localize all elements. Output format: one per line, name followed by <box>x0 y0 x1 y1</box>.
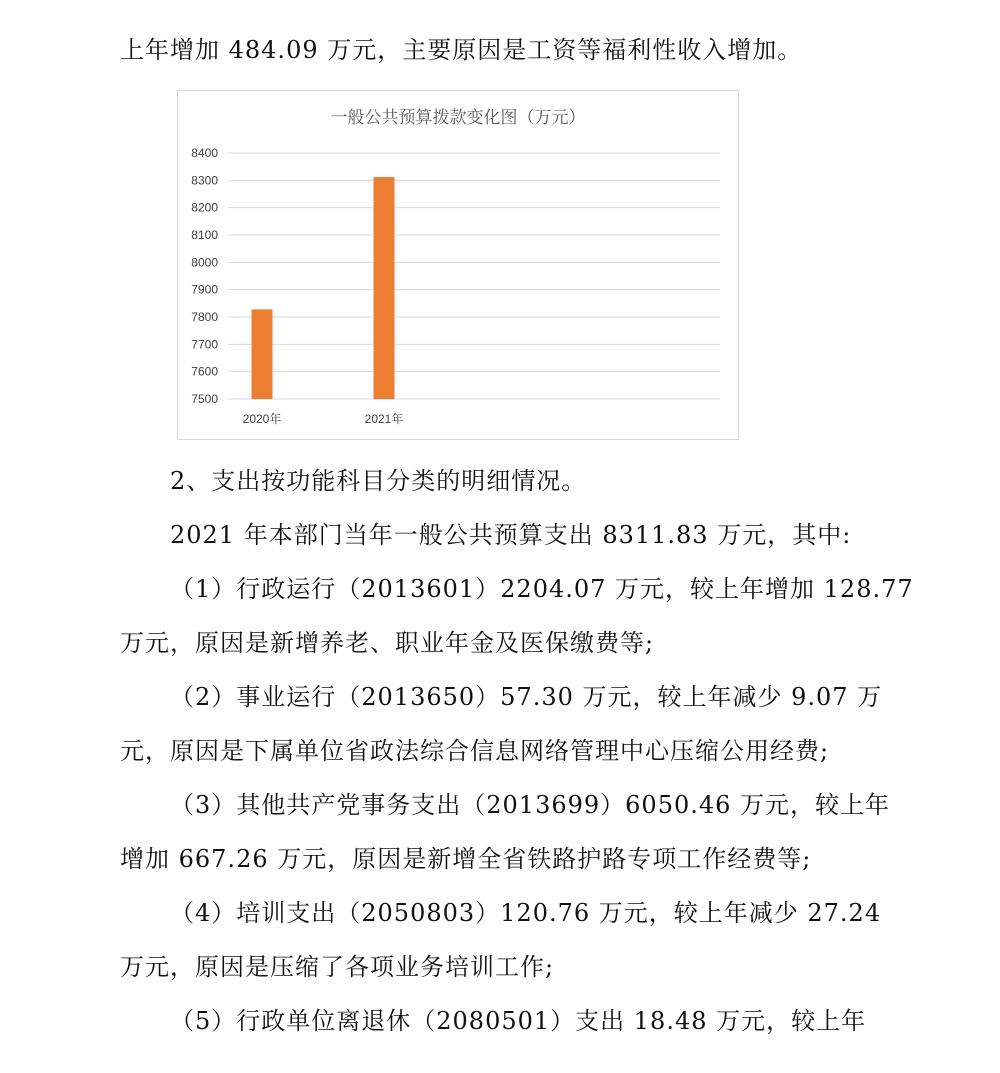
paragraph-line-7: 元，原因是下属单位省政法综合信息网络管理中心压缩公用经费; <box>120 737 830 765</box>
paragraph-line-11: 万元，原因是压缩了各项业务培训工作; <box>120 953 555 981</box>
y-tick-label: 8100 <box>191 228 218 242</box>
chart-title: 一般公共预算拨款变化图（万元） <box>330 108 586 128</box>
x-tick-label: 2021年 <box>364 412 404 426</box>
bar-chart-svg <box>178 91 738 439</box>
bar-2020年 <box>252 309 273 399</box>
paragraph-line-12: （5）行政单位离退休（2080501）支出 18.48 万元，较上年 <box>170 1007 867 1035</box>
y-tick-label: 8200 <box>191 200 218 215</box>
y-tick-label: 8000 <box>191 255 218 270</box>
y-tick-label: 7500 <box>191 392 218 406</box>
paragraph-line-1: 上年增加 484.09 万元，主要原因是工资等福利性收入增加。 <box>120 36 803 64</box>
chart-bars <box>252 177 395 399</box>
paragraph-line-4: （1）行政运行（2013601）2204.07 万元，较上年增加 128.77 <box>170 575 914 603</box>
bar-2021年 <box>374 177 395 399</box>
paragraph-line-10: （4）培训支出（2050803）120.76 万元，较上年减少 27.24 <box>170 899 882 927</box>
chart-x-axis <box>243 411 404 426</box>
chart-y-axis <box>191 146 218 406</box>
paragraph-line-5: 万元，原因是新增养老、职业年金及医保缴费等; <box>120 629 655 657</box>
y-tick-label: 7800 <box>191 310 218 324</box>
y-tick-label: 8400 <box>191 146 218 160</box>
paragraph-line-8: （3）其他共产党事务支出（2013699）6050.46 万元，较上年 <box>170 791 891 819</box>
y-tick-label: 7900 <box>191 282 218 297</box>
paragraph-line-3: 2021 年本部门当年一般公共预算支出 8311.83 万元，其中: <box>170 521 852 549</box>
chart-gridlines <box>228 153 720 399</box>
y-tick-label: 8300 <box>191 173 218 188</box>
paragraph-line-6: （2）事业运行（2013650）57.30 万元，较上年减少 9.07 万 <box>170 683 883 711</box>
y-tick-label: 7600 <box>191 364 218 379</box>
paragraph-line-2: 2、支出按功能科目分类的明细情况。 <box>170 467 587 495</box>
paragraph-line-9: 增加 667.26 万元，原因是新增全省铁路护路专项工作经费等; <box>120 845 812 873</box>
x-tick-label: 2020年 <box>242 412 282 426</box>
budget-chart <box>177 90 739 440</box>
y-tick-label: 7700 <box>191 337 218 352</box>
